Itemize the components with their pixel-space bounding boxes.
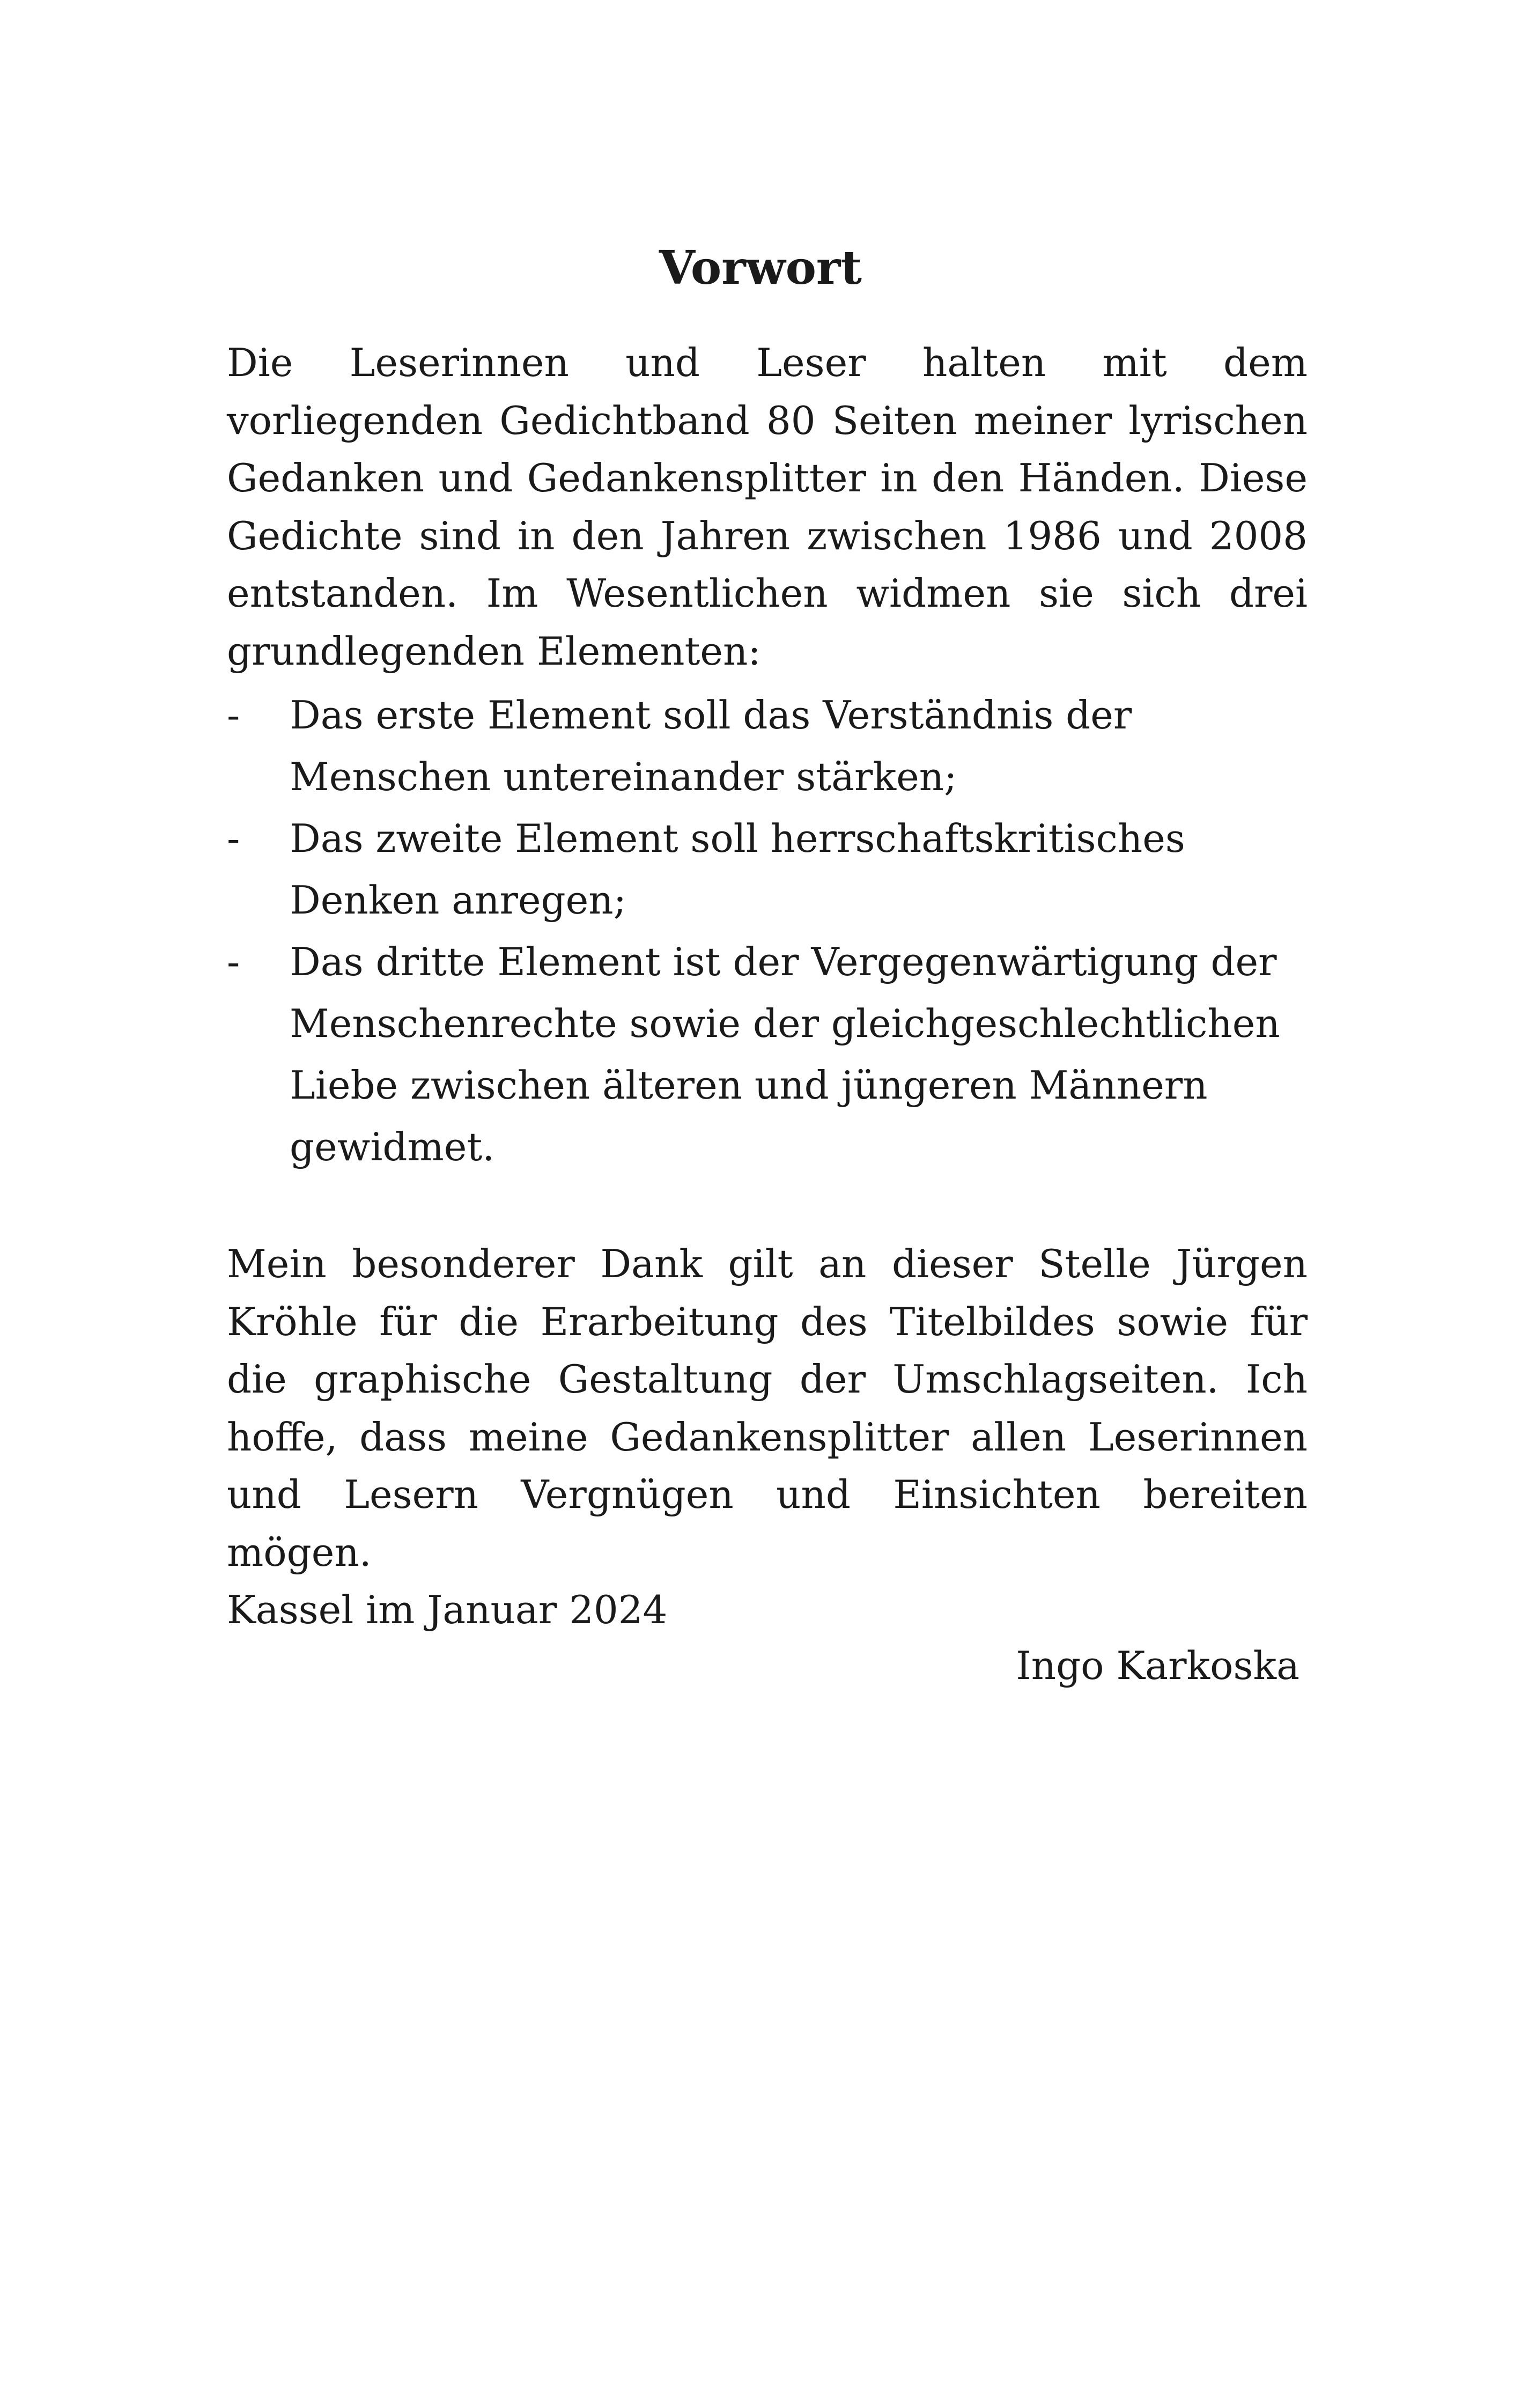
thanks-paragraph: Mein besonderer Dank gilt an dieser Stelle Jürgen Kröhle für die Erarbeitung des Titelbildes sowie für die graphische Gestaltung der Umschlagseiten. Ich hoffe, dass meine Gedankensplitter allen Leserinnen und Lesern Vergnügen und Einsichten bereiten mögen. [227,1241,1308,1575]
place-date: Kassel im Januar 2024 [227,1587,668,1632]
list-item [227,931,1308,1178]
list-marker: - [227,816,240,861]
list-item-text: Das zweite Element soll herrschaftskritisches Denken anregen; [290,816,1185,923]
elements-list [227,684,1308,1178]
author-signature: Ingo Karkoska [1016,1643,1300,1688]
list-marker: - [227,939,240,984]
list-item [227,684,1308,808]
page-title: Vorwort [659,240,862,295]
intro-paragraph: Die Leserinnen und Leser halten mit dem vorliegenden Gedichtband 80 Seiten meiner lyrischen Gedanken und Gedankensplitter in den Händen. Diese Gedichte sind in den Jahren zwischen 1986 und 2008 entstanden. Im Wesentlichen widmen sie sich drei grundlegenden Elementen: [227,340,1308,674]
list-item-text: Das erste Element soll das Verständnis der Menschen untereinander stärken; [290,693,1132,799]
list-marker: - [227,693,240,738]
list-item [227,808,1308,931]
list-item-text: Das dritte Element ist der Vergegenwärtigung der Menschenrechte sowie der gleichgeschlechtlichen Liebe zwischen älteren und jüngeren Männern gewidmet. [290,939,1280,1169]
